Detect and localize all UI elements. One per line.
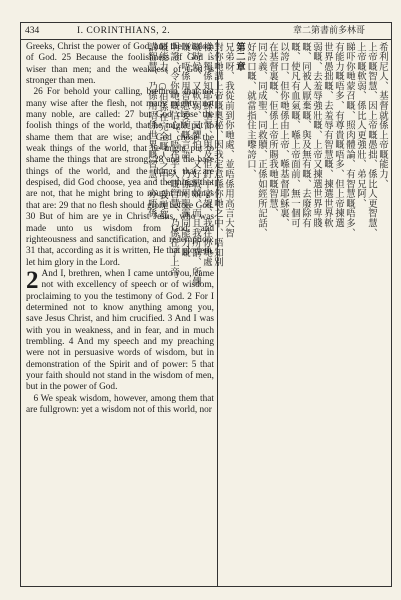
chinese-text-line: 睇吓你哋蒙召嘅、照肉體論、有智慧嘅唔多、: [344, 42, 355, 238]
chinese-text-line: 明證、令你哋嘅信心、唔在乎人嘅智慧、乃係在乎上帝: [168, 42, 179, 277]
chinese-text-line: 樣、獨係知耶穌基督、與及佢釘十字架、我在你哋處: [201, 42, 212, 268]
bible-page: [20, 22, 392, 587]
chinese-text-line: 嘅、唔係用智慧委婉嘅言語、乃係用聖靈同能力嘅: [179, 42, 190, 258]
english-paragraph: Greeks, Christ the power of God, and the wisdom of God. 25 Because the foolishness of God is wiser than men; and the weakness of God is stronger than men.: [26, 42, 214, 87]
chinese-text-line: 在基督裏嘅、佢係上帝所賜我哋嘅智慧、: [267, 42, 278, 219]
chinese-text-line: 嘅、使凡有血氣嘅、喺上帝面前、無一個可: [289, 42, 300, 229]
chinese-text-line: 同公義、同成聖、同救贖、正係如經所記話、: [256, 42, 267, 238]
english-paragraph: 6 We speak wisdom, however, among them that are fullgrown: yet a wisdom not of this world, nor: [26, 393, 214, 415]
chinese-text-line: 講智慧、乃係用唔係世界嘅智慧、亦唔係: [146, 42, 157, 219]
chapter-text: And I, brethren, when I came unto you, came not with excellency of speech or of wisdom, proclaiming to you the testimony of God. 2 For I determined not to know anything among you, save Jesus Christ, and him crucified. 3 And I was with you in weakness, and in fear, and in much trembling. 4 And my speech and my preaching were not in persuasive words of wisdom, but in demonstration of the Spirit and of power: 5 that your faith should not stand in the wisdom of men, but in the power of God.: [26, 268, 214, 393]
page-header: [21, 23, 391, 40]
chinese-text-line: 以誇口、但你哋係由上帝、喺基督耶穌裏、: [278, 42, 289, 229]
chinese-text-line: 有能力嘅唔多、有尊貴嘅唔多、但上帝揀選: [333, 42, 344, 229]
chapter-number: 2: [26, 266, 39, 294]
chinese-text-line: 兄弟呀、我從前到你哋處、並唔係用高言大智: [223, 42, 234, 238]
chinese-text-column: [146, 42, 388, 582]
chinese-text-line: 第二章: [234, 42, 245, 72]
chinese-text-line: 嘅、同被人厭棄嘅、與及無有嘅、去廢除有: [300, 42, 311, 229]
chinese-text-line: 對你哋講上帝嘅奧秘、因我定意喺你哋之中、唔知別: [212, 42, 223, 268]
page-number: 434: [25, 26, 40, 36]
chinese-text-line: 好誇口嘅、就當指住主嚟誇口、: [245, 42, 256, 180]
chinese-chapter-title: 章二第書前多林哥: [292, 26, 365, 36]
chinese-text-line: 上帝嘅智慧、因上帝嘅愚拙、係比人更智慧、: [366, 42, 377, 238]
chinese-text-line: 弱嘅、去羞辱強壯嘅、上帝又揀選世界卑賤: [311, 42, 322, 229]
english-paragraph: 26 For behold your calling, brethren, that not many wise after the flesh, not many mighty, not many noble, are called: 27 but God chose the foolish things of the world, that he might put to shame them that are wise; and God chose the weak things of the world, that he might put to shame the things that are strong; 28 and the base things of the world, and the things that are despised, did God choose, yea and the things that are not, that he might bring to nought the things that are: 29 that no flesh should glory before God. 30 But of him are ye in Christ Jesus, who was made unto us wisdom from God, and righteousness and sanctification, and redemption: 31 that, according as it is written, He that glorieth, let him glory in the Lord.: [26, 87, 214, 268]
chinese-text-line: 嘅能力、○但係在完全嘅人之中、我哋都: [157, 42, 168, 220]
chinese-text-line: 世界愚拙嘅、去羞辱有智慧嘅、揀選世界軟: [322, 42, 333, 229]
chinese-text-line: 上帝嘅軟弱、係比人更強壯、弟兄阿、: [355, 42, 366, 209]
chinese-text-line: 希利尼人、基督就係上帝嘅能力、: [377, 42, 388, 189]
book-chapter-title: I. CORINTHIANS, 2.: [77, 26, 171, 36]
chinese-text-line: 嘅時候、又軟弱、又懼怕、又好戰兢、而且我所講、所傳: [190, 42, 201, 287]
